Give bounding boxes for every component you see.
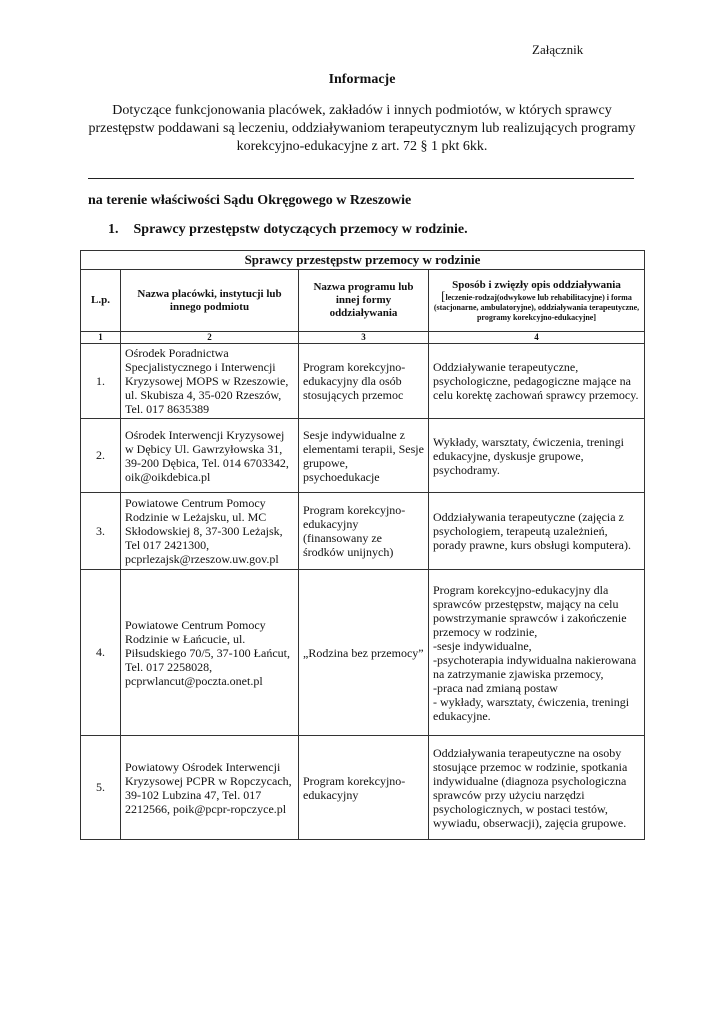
row-lp: 2.: [81, 419, 121, 493]
row-method: Oddziaływania terapeutyczne na osoby stosujące przemoc w rodzinie, spotkania indywidualne (diagnoza psychologiczna sprawców przy użyciu narzędzi psychologicznych, w postaci testów, wywiadu, obserwacji), zajęcia grupowe.: [429, 736, 645, 840]
column-number: 4: [429, 332, 645, 344]
row-method: Wykłady, warsztaty, ćwiczenia, treningi edukacyjne, dyskusje grupowe, psychodramy.: [429, 419, 645, 493]
header-method-sub-text: leczenie-rodzaj(odwykowe lub rehabilitacyjne) i forma (stacjonarne, ambulatoryjne), oddziaływania terapeutyczne, programy korekcyjno-edukacyjne]: [433, 292, 640, 322]
horizontal-rule: [88, 178, 634, 179]
table-row: [81, 419, 645, 493]
header-method: [429, 270, 645, 332]
row-institution: Powiatowy Ośrodek Interwencji Kryzysowej PCPR w Ropczycach, 39-102 Lubzina 47, Tel. 017 2212566, poik@pcpr-ropczyce.pl: [121, 736, 299, 840]
row-method: Oddziaływania terapeutyczne (zajęcia z psychologiem, terapeutą uzależnień, porady prawne, kurs obsługi komputera).: [429, 493, 645, 570]
document-subtitle: Dotyczące funkcjonowania placówek, zakładów i innych podmiotów, w których sprawcy przestępstw poddawani są leczeniu, oddziaływaniom terapeutycznym lub realizujących programy korekcyjno-edukacyjne z art. 72 § 1 pkt 6kk.: [88, 103, 636, 154]
row-lp: 3.: [81, 493, 121, 570]
row-program: Sesje indywidualne z elementami terapii, Sesje grupowe, psychoedukacje: [299, 419, 429, 493]
table-row: [81, 344, 645, 419]
row-institution: Powiatowe Centrum Pomocy Rodzinie w Łańcucie, ul. Piłsudskiego 70/5, 37-100 Łańcut, Tel. 017 2258028, pcprwlancut@poczta.onet.pl: [121, 570, 299, 736]
row-institution: Ośrodek Poradnictwa Specjalistycznego i Interwencji Kryzysowej MOPS w Rzeszowie, ul. Skubisza 4, 35-020 Rzeszów, Tel. 017 8635389: [121, 344, 299, 419]
section-title: Sprawcy przestępstw dotyczących przemocy w rodzinie.: [133, 222, 468, 237]
section-number: 1.: [108, 222, 119, 237]
row-institution: Ośrodek Interwencji Kryzysowej w Dębicy Ul. Gawrzyłowska 31, 39-200 Dębica, Tel. 014 6703342, oik@oikdebica.pl: [121, 419, 299, 493]
row-institution: Powiatowe Centrum Pomocy Rodzinie w Leżajsku, ul. MC Skłodowskiej 8, 37-300 Leżajsk, Tel 017 2421300, pcprlezajsk@rzeszow.uw.gov.pl: [121, 493, 299, 570]
header-method-sub: [433, 287, 640, 323]
section-heading: [108, 222, 468, 238]
column-number: 2: [121, 332, 299, 344]
row-method: Program korekcyjno-edukacyjny dla sprawców przestępstw, mający na celu powstrzymanie sprawców i zakończenie przemocy w rodzinie, -sesje indywidualne, -psychoterapia indywidualna nakierowana na zatrzymanie zjawiska przemocy, -praca nad zmianą postaw - wykłady, warsztaty, ćwiczenia, treningi edukacyjne.: [429, 570, 645, 736]
row-program: Program korekcyjno-edukacyjny: [299, 736, 429, 840]
table-row: [81, 736, 645, 840]
header-institution: Nazwa placówki, instytucji lub innego podmiotu: [121, 270, 299, 332]
column-number: 1: [81, 332, 121, 344]
annex-label: Załącznik: [532, 42, 584, 57]
table-row: [81, 493, 645, 570]
row-method: Oddziaływanie terapeutyczne, psychologiczne, pedagogiczne mające na celu korektę zachowań sprawcy przemocy.: [429, 344, 645, 419]
table-caption: Sprawcy przestępstw przemocy w rodzinie: [81, 251, 645, 270]
row-program: Program korekcyjno-edukacyjny dla osób stosujących przemoc: [299, 344, 429, 419]
territory-heading: na terenie właściwości Sądu Okręgowego w Rzeszowie: [88, 193, 412, 208]
offenders-table: [80, 250, 645, 840]
header-lp: L.p.: [81, 270, 121, 332]
header-method-main: Sposób i zwięzły opis oddziaływania: [452, 278, 621, 291]
row-lp: 5.: [81, 736, 121, 840]
column-number: 3: [299, 332, 429, 344]
table-row: [81, 570, 645, 736]
row-lp: 4.: [81, 570, 121, 736]
row-program: Program korekcyjno-edukacyjny (finansowany ze środków unijnych): [299, 493, 429, 570]
document-title: Informacje: [328, 72, 396, 87]
header-program: Nazwa programu lub innej formy oddziaływania: [299, 270, 429, 332]
row-program: „Rodzina bez przemocy”: [299, 570, 429, 736]
row-lp: 1.: [81, 344, 121, 419]
header-method-bracket: [: [441, 287, 446, 303]
